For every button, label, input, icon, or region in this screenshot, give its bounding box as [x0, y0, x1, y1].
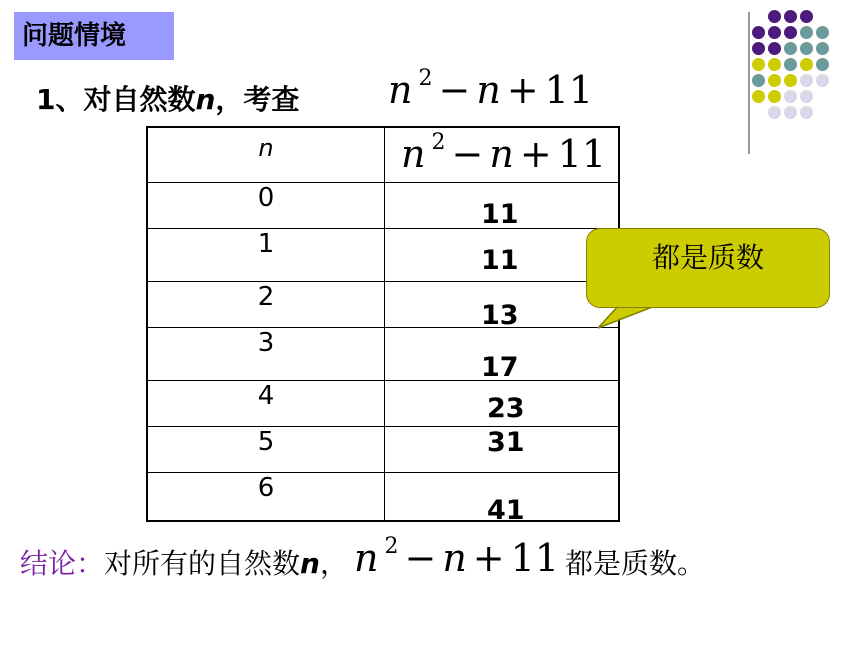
formula-minus: −	[438, 68, 471, 112]
row-n: 1	[147, 229, 385, 282]
hf-var: n	[401, 132, 426, 176]
decorative-dot	[768, 74, 781, 87]
decorative-dot	[768, 10, 781, 23]
row-value: 41	[487, 495, 525, 526]
row-n: 3	[147, 328, 385, 381]
table-row	[147, 328, 619, 381]
decorative-dot	[752, 90, 765, 103]
row-value-cell	[385, 183, 620, 229]
decorative-dot	[784, 106, 797, 119]
cf-plus: +	[472, 536, 505, 580]
formula-const: 11	[544, 68, 594, 112]
decorative-dot	[816, 58, 829, 71]
row-value-cell	[385, 328, 620, 381]
cf-var2: n	[442, 536, 467, 580]
row-value-cell	[385, 473, 620, 526]
table-row	[147, 183, 619, 229]
question-prefix: 1、对自然数	[36, 83, 196, 116]
row-value-cell	[385, 229, 620, 282]
table-row	[147, 473, 619, 521]
row-n: 0	[147, 183, 385, 229]
decorative-dot	[752, 42, 765, 55]
conclusion-line	[20, 534, 706, 582]
decorative-dot	[768, 106, 781, 119]
decorative-dot	[752, 26, 765, 39]
row-value: 11	[481, 245, 519, 276]
decorative-dot	[816, 42, 829, 55]
section-tag: 问题情境	[14, 12, 174, 60]
formula-var2: n	[476, 68, 501, 112]
formula-var: n	[388, 68, 413, 112]
row-value-cell	[385, 427, 620, 473]
decorative-dot	[768, 58, 781, 71]
conclusion-comma: ，	[319, 547, 348, 580]
table-row	[147, 427, 619, 473]
conclusion-var: n	[300, 547, 320, 580]
values-table	[146, 126, 620, 526]
formula-exponent: 2	[418, 66, 433, 91]
row-value: 23	[487, 393, 525, 424]
callout-bubble	[586, 228, 830, 308]
decorative-dot	[784, 58, 797, 71]
decorative-dot	[800, 74, 813, 87]
decorative-dot	[768, 26, 781, 39]
question-var: n	[195, 83, 216, 116]
callout-text: 都是质数	[651, 241, 764, 274]
row-value: 17	[481, 352, 519, 383]
decorative-dot	[768, 90, 781, 103]
decorative-dot	[816, 26, 829, 39]
decorative-dot	[784, 74, 797, 87]
hf-minus: −	[451, 132, 484, 176]
row-n: 4	[147, 381, 385, 427]
row-value-cell	[385, 282, 620, 331]
divider-line	[748, 12, 750, 154]
cf-var: n	[353, 536, 379, 580]
table-header-row	[147, 127, 619, 183]
header-formula-cell	[385, 127, 620, 183]
header-formula	[401, 132, 606, 176]
hf-exp: 2	[431, 130, 446, 155]
decorative-dot	[800, 10, 813, 23]
row-n: 2	[147, 282, 385, 328]
cf-minus: −	[404, 536, 437, 580]
decorative-dot-grid	[760, 10, 850, 140]
table-row	[147, 229, 619, 282]
hf-const: 11	[557, 132, 607, 176]
decorative-dot	[800, 106, 813, 119]
decorative-dot	[800, 58, 813, 71]
cf-exp: 2	[384, 534, 399, 559]
conclusion-formula	[354, 536, 559, 580]
decorative-dot	[784, 10, 797, 23]
hf-plus: +	[519, 132, 552, 176]
decorative-dot	[752, 74, 765, 87]
decorative-dot	[784, 42, 797, 55]
header-n: n	[147, 127, 385, 183]
decorative-dot	[800, 42, 813, 55]
conclusion-suffix: 都是质数。	[565, 547, 706, 580]
row-value: 13	[481, 300, 519, 331]
question-formula	[388, 68, 593, 112]
conclusion-prefix: 对所有的自然数	[104, 547, 301, 580]
row-value: 11	[481, 199, 519, 230]
question-suffix: ，考查	[215, 83, 300, 116]
decorative-dot	[800, 26, 813, 39]
conclusion-label: 结论：	[20, 547, 105, 580]
row-value-cell	[385, 381, 620, 427]
formula-plus: +	[506, 68, 539, 112]
table-row	[147, 282, 619, 328]
decorative-dot	[784, 90, 797, 103]
row-n: 5	[147, 427, 385, 473]
question-line	[36, 66, 594, 118]
table-row	[147, 381, 619, 427]
decorative-dot	[752, 58, 765, 71]
decorative-dot	[816, 74, 829, 87]
cf-const: 11	[510, 536, 559, 580]
decorative-dot	[768, 42, 781, 55]
decorative-dot	[800, 90, 813, 103]
row-n: 6	[147, 473, 385, 521]
decorative-dot	[784, 26, 797, 39]
row-value: 31	[487, 427, 525, 458]
hf-var2: n	[489, 132, 514, 176]
